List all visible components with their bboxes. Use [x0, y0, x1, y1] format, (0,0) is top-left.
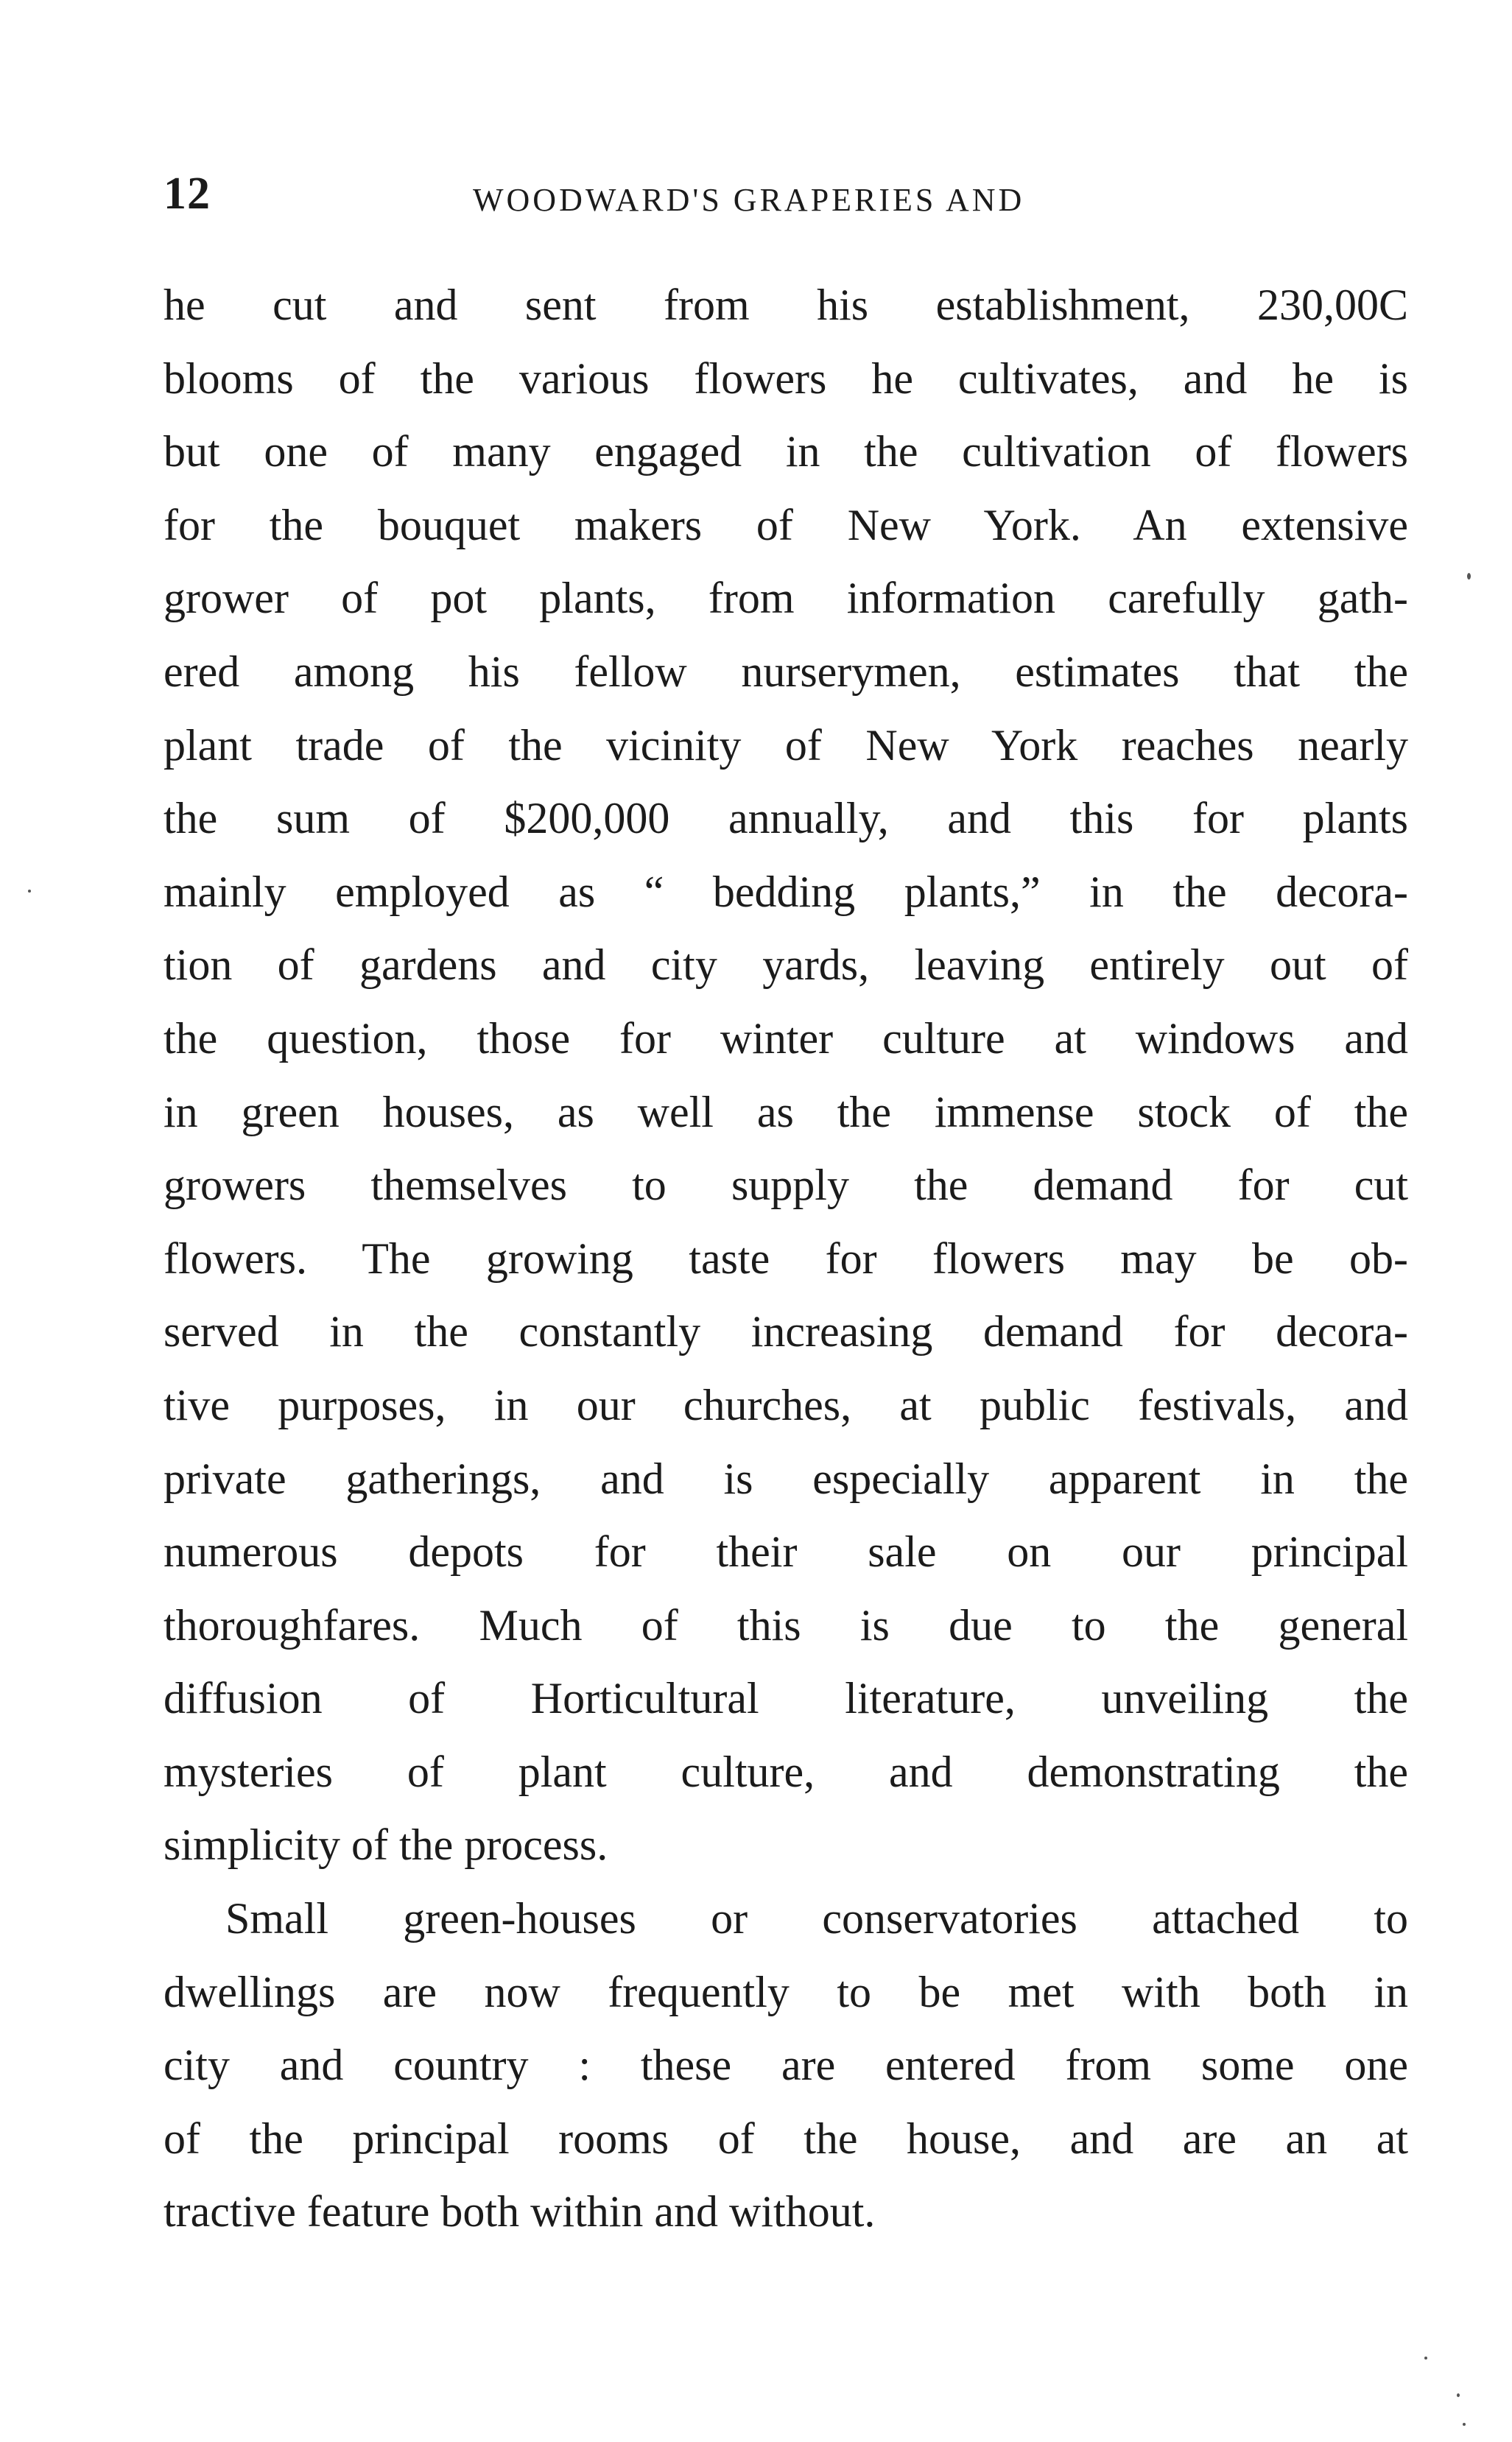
text-line: numerous depots for their sale on our principal [163, 1527, 1408, 1577]
text-line: thoroughfares. Much of this is due to the general [163, 1600, 1408, 1650]
text-line: tion of gardens and city yards, leaving entirely out of [163, 940, 1408, 990]
print-speck [1467, 573, 1471, 580]
print-speck [1424, 2357, 1427, 2360]
text-line: the question, those for winter culture at windows and [163, 1013, 1408, 1063]
text-line: diffusion of Horticultural literature, unveiling the [163, 1674, 1408, 1723]
text-line: ered among his fellow nurserymen, estimates that the [163, 647, 1408, 696]
running-title: WOODWARD'S GRAPERIES AND [473, 182, 1025, 218]
text-line: but one of many engaged in the cultivation of flowers [163, 427, 1408, 476]
text-line: tive purposes, in our churches, at public festivals, and [163, 1380, 1408, 1429]
text-line: he cut and sent from his establishment, 230,00C [163, 281, 1408, 329]
print-speck [1457, 2393, 1460, 2397]
text-line: private gatherings, and is especially apparent in the [163, 1454, 1408, 1503]
text-line: mainly employed as “ bedding plants,” in the decora- [163, 867, 1408, 916]
text-line: growers themselves to supply the demand for cut [163, 1161, 1408, 1210]
text-line: of the principal rooms of the house, and are an at [163, 2114, 1408, 2163]
text-line: in green houses, as well as the immense stock of the [163, 1087, 1408, 1136]
print-speck [1463, 2423, 1466, 2426]
page-number: 12 [163, 169, 211, 219]
text-line: simplicity of the process. [163, 1820, 608, 1870]
text-line: for the bouquet makers of New York. An extensive [163, 500, 1408, 549]
text-line: the sum of $200,000 annually, and this for plants [163, 794, 1408, 843]
text-line: flowers. The growing taste for flowers may be ob- [163, 1234, 1408, 1283]
text-line: dwellings are now frequently to be met with both in [163, 1967, 1408, 2016]
text-line: Small green-houses or conservatories attached to [225, 1894, 1408, 1943]
text-line: tractive feature both within and without. [163, 2187, 876, 2237]
print-speck [28, 890, 31, 893]
text-line: city and country : these are entered from some one [163, 2041, 1408, 2090]
running-head [163, 168, 1416, 227]
text-line: served in the constantly increasing demand for decora- [163, 1307, 1408, 1357]
text-line: mysteries of plant culture, and demonstrating the [163, 1747, 1408, 1796]
body-text [163, 269, 1408, 2249]
text-line: grower of pot plants, from information carefully gath- [163, 574, 1408, 623]
text-line: plant trade of the vicinity of New York reaches nearly [163, 720, 1408, 770]
text-line: blooms of the various flowers he cultivates, and he is [163, 353, 1408, 403]
